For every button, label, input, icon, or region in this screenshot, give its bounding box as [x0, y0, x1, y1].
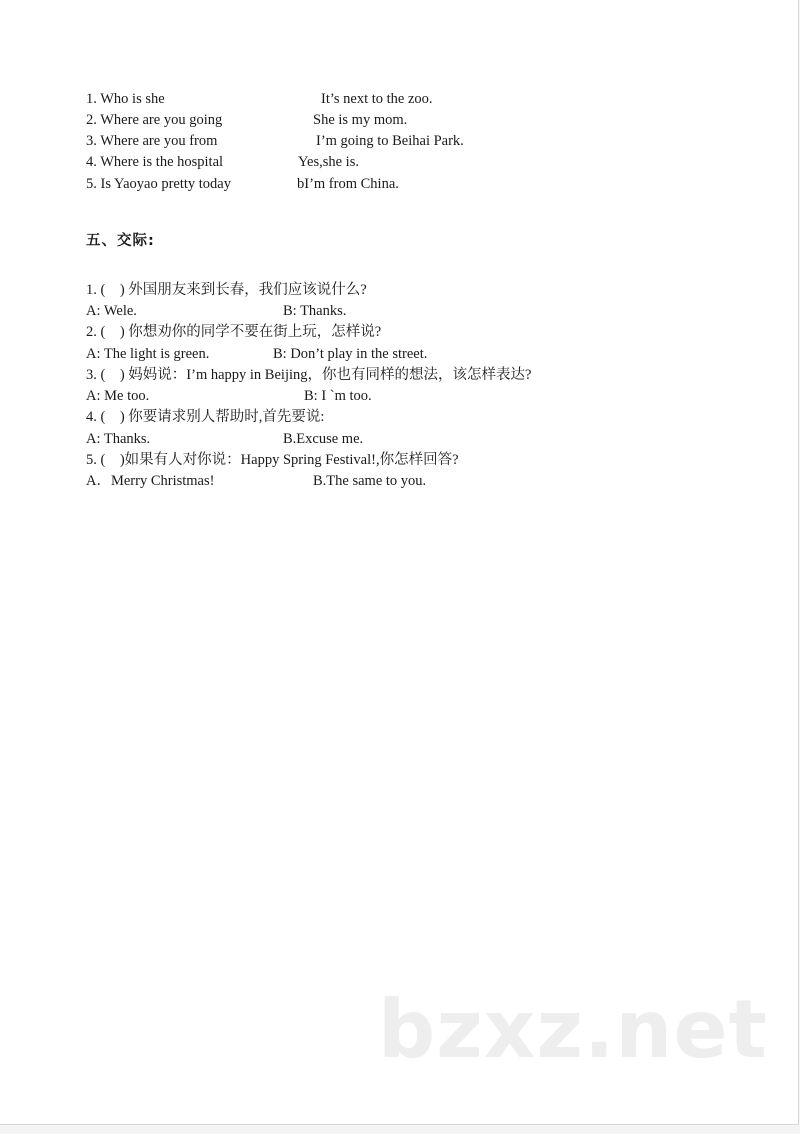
matching-answer-4: Yes,she is.: [298, 154, 359, 170]
matching-answer-3: I’m going to Beihai Park.: [316, 133, 464, 149]
matching-question-3: 3. Where are you from: [86, 133, 218, 149]
matching-answer-1: It’s next to the zoo.: [321, 91, 433, 107]
matching-question-4: 4. Where is the hospital: [86, 154, 224, 170]
option-a-4: A: Thanks.: [86, 431, 151, 447]
option-b-1: B: Thanks.: [283, 303, 347, 319]
option-b-3: B: I `m too.: [304, 388, 372, 404]
option-b-5: B.The same to you.: [313, 473, 427, 489]
section-heading: 五、交际:: [86, 233, 155, 249]
question-4: 4. ( ) 你要请求别人帮助时,首先要说:: [86, 409, 325, 425]
watermark: bzxz.net: [378, 983, 768, 1076]
matching-question-2: 2. Where are you going: [86, 112, 223, 128]
question-1: 1. ( ) 外国朋友来到长春，我们应该说什么?: [86, 282, 367, 298]
matching-question-5: 5. Is Yaoyao pretty today: [86, 176, 231, 192]
question-5: 5. ( )如果有人对你说：Happy Spring Festival!,你怎样回答?: [86, 452, 459, 468]
option-b-2: B: Don’t play in the street.: [273, 346, 428, 362]
option-a-2: A: The light is green.: [86, 346, 210, 362]
matching-question-1: 1. Who is she: [86, 91, 165, 107]
option-a-3: A: Me too.: [86, 388, 150, 404]
question-2: 2. ( ) 你想劝你的同学不要在街上玩，怎样说?: [86, 324, 382, 340]
option-a-5: A．Merry Christmas!: [86, 473, 215, 489]
question-3: 3. ( ) 妈妈说：I’m happy in Beijing，你也有同样的想法，该怎样表达?: [86, 367, 532, 383]
option-b-4: B.Excuse me.: [283, 431, 364, 447]
matching-answer-5: bI’m from China.: [297, 176, 399, 192]
option-a-1: A: Wele.: [86, 303, 137, 319]
matching-answer-2: She is my mom.: [313, 112, 408, 128]
